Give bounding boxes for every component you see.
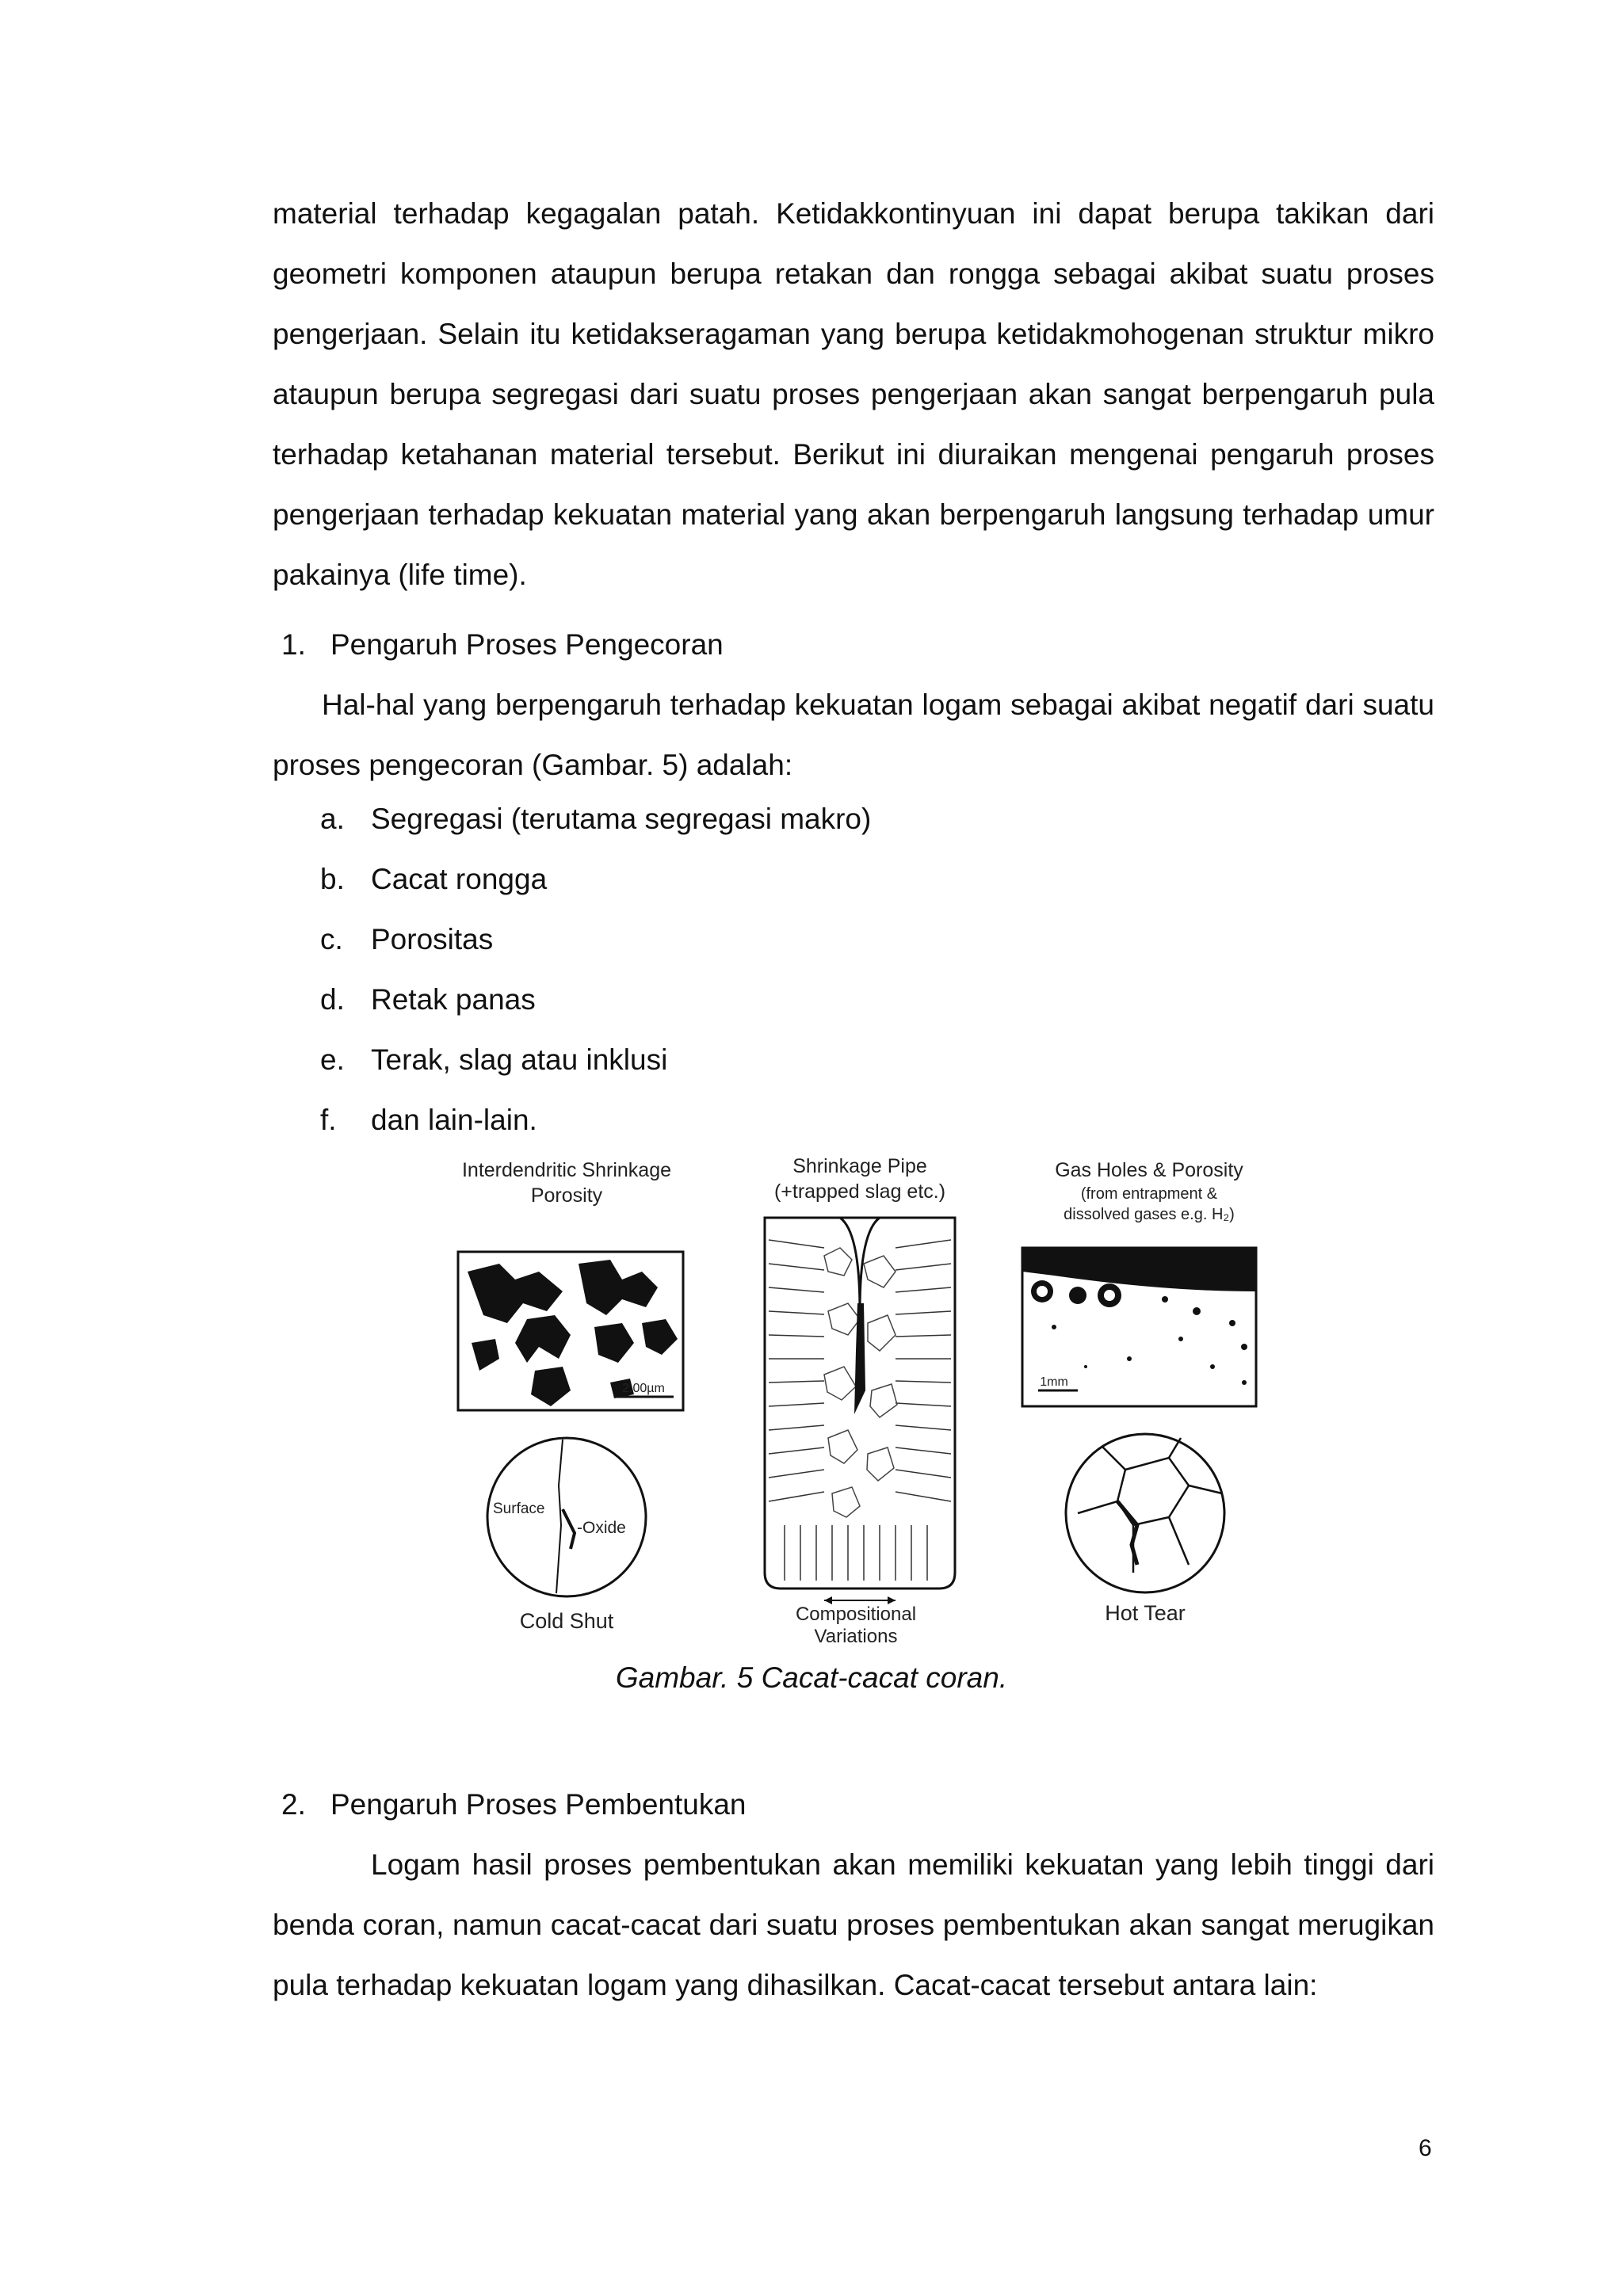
mid-title-line1: Shrinkage Pipe bbox=[792, 1155, 927, 1177]
oxide-label: -Oxide bbox=[577, 1519, 626, 1537]
figure-caption: Gambar. 5 Cacat-cacat coran. bbox=[615, 1661, 1008, 1694]
list-item: a. Segregasi (terutama segregasi makro) bbox=[320, 803, 872, 835]
right-title-line1: Gas Holes & Porosity bbox=[1055, 1159, 1243, 1181]
shrinkage-pipe-panel bbox=[765, 1155, 955, 1644]
right-title-line2: (from entrapment & bbox=[1080, 1185, 1218, 1203]
paragraph-intro: material terhadap kegagalan patah. Ketidakkontinyuan ini dapat berupa takikan dari geometri komponen ataupun berupa retakan dan rongga sebagai akibat suatu proses pengerjaan. Selain itu ketidakseragaman yang berupa ketidakmohogenan struktur mikro ataupun berupa segregasi dari suatu proses pengerjaan akan sangat berpengaruh pula terhadap ketahanan material tersebut. Berikut ini diuraikan mengenai pengaruh proses pengerjaan terhadap kekuatan material yang akan berpengaruh langsung terhadap umur pakainya (life time). bbox=[273, 197, 1434, 591]
heading-forming bbox=[281, 1775, 747, 1835]
list-item: e. Terak, slag atau inklusi bbox=[320, 1043, 668, 1076]
casting-defect-list bbox=[320, 789, 871, 1150]
hot-tear-label: Hot Tear bbox=[1105, 1601, 1186, 1625]
right-title-line3: dissolved gases e.g. H₂) bbox=[1064, 1206, 1235, 1223]
list-item: d. Retak panas bbox=[320, 983, 536, 1016]
casting-outline bbox=[765, 1218, 955, 1589]
hot-tear-circle bbox=[1066, 1434, 1224, 1592]
surface-label: Surface bbox=[493, 1501, 545, 1517]
interdendritic-porosity-panel bbox=[458, 1159, 683, 1633]
paragraph-casting: Hal-hal yang berpengaruh terhadap kekuatan logam sebagai akibat negatif dari suatu proses pengecoran (Gambar. 5) adalah: bbox=[273, 688, 1434, 781]
casting-defects-figure bbox=[452, 1153, 1260, 1644]
comp-variations-line2: Variations bbox=[814, 1626, 898, 1644]
comp-variations-line1: Compositional bbox=[795, 1604, 917, 1625]
list-item: b. Cacat rongga bbox=[320, 863, 548, 895]
left-title-line1: Interdendritic Shrinkage bbox=[461, 1159, 672, 1181]
right-scale-label: 1mm bbox=[1040, 1375, 1068, 1389]
heading-casting bbox=[281, 615, 724, 675]
heading-number: 2. bbox=[281, 1788, 306, 1821]
paragraph-forming: Logam hasil proses pembentukan akan memiliki kekuatan yang lebih tinggi dari benda coran, namun cacat-cacat dari suatu proses pembentukan akan sangat merugikan pula terhadap kekuatan logam yang dihasilkan. Cacat-cacat tersebut antara lain: bbox=[273, 1848, 1434, 2001]
left-scale-label: 2.00µm bbox=[622, 1382, 665, 1395]
cold-shut-label: Cold Shut bbox=[519, 1609, 614, 1633]
left-title-line2: Porosity bbox=[530, 1184, 603, 1207]
page-number: 6 bbox=[1419, 2135, 1432, 2161]
mid-title-line2: (+trapped slag etc.) bbox=[773, 1180, 946, 1203]
heading-text: Pengaruh Proses Pengecoran bbox=[330, 628, 724, 661]
heading-number: 1. bbox=[281, 628, 306, 661]
heading-text: Pengaruh Proses Pembentukan bbox=[330, 1788, 747, 1821]
gas-porosity-panel bbox=[1022, 1159, 1256, 1625]
list-item: c. Porositas bbox=[320, 923, 494, 955]
list-item: f. dan lain-lain. bbox=[320, 1104, 537, 1136]
